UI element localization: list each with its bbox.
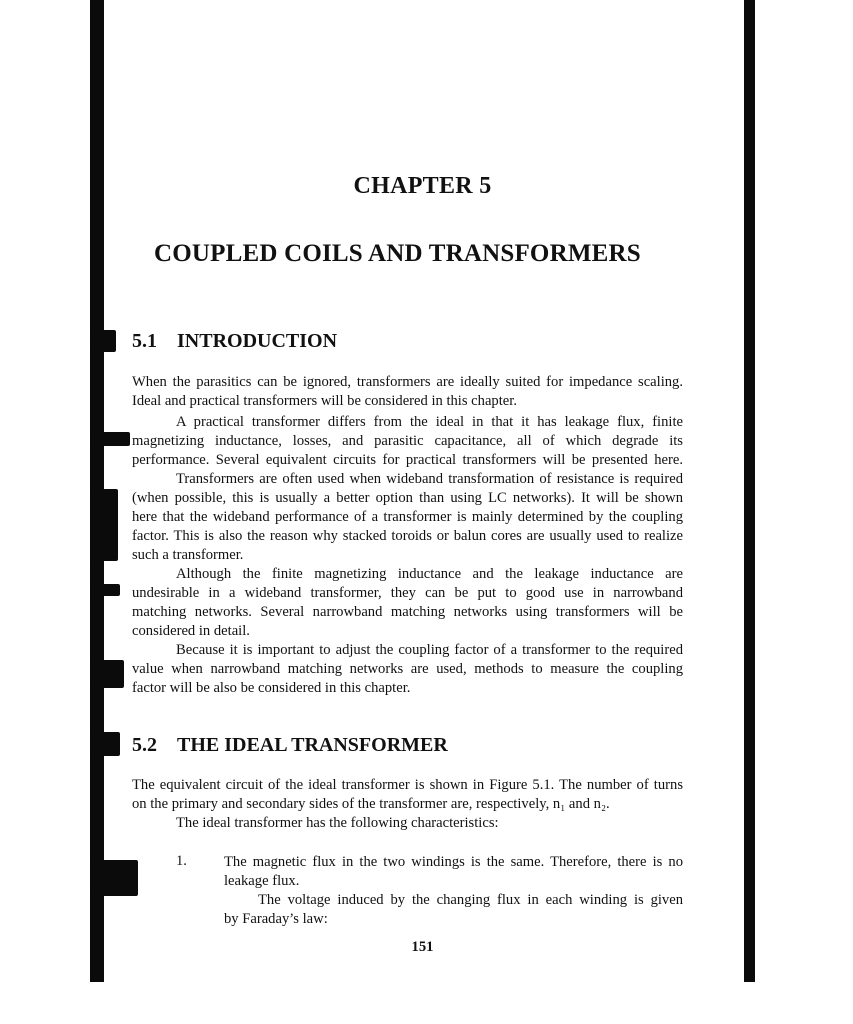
paragraph-line: considered in detail. [132, 623, 250, 639]
section-number: 5.2 [132, 734, 157, 756]
scan-blot [90, 660, 124, 688]
scan-blot [90, 489, 118, 561]
paragraph-line: undesirable in a wideband transformer, they can be put to good use in narrowband [132, 585, 683, 601]
paragraph-line: Because it is important to adjust the coupling factor of a transformer to the required [176, 642, 683, 658]
scan-blot [90, 732, 120, 756]
chapter-title: COUPLED COILS AND TRANSFORMERS [154, 240, 641, 267]
paragraph-line: The equivalent circuit of the ideal transformer is shown in Figure 5.1. The number of turns [132, 777, 683, 793]
list-item-line: The voltage induced by the changing flux in each winding is given [258, 892, 683, 908]
paragraph-line: magnetizing inductance, losses, and parasitic capacitance, all of which degrade its [132, 433, 683, 449]
paragraph-line: performance. Several equivalent circuits for practical transformers will be presented here. [132, 452, 683, 468]
list-item-number: 1. [176, 853, 187, 869]
list-item-line: leakage flux. [224, 873, 300, 889]
scan-blot [90, 330, 116, 352]
section-heading: THE IDEAL TRANSFORMER [177, 734, 448, 756]
paragraph-line: value when narrowband matching networks are used, methods to measure the coupling [132, 661, 683, 677]
paragraph-line: Transformers are often used when wideband transformation of resistance is required [176, 471, 683, 487]
list-item-line: by Faraday’s law: [224, 911, 328, 927]
paragraph-line: Ideal and practical transformers will be considered in this chapter. [132, 393, 517, 409]
paragraph-line: on the primary and secondary sides of the transformer are, respectively, n₁ and n₂. [132, 796, 610, 812]
paragraph-line: factor will be also be considered in this chapter. [132, 680, 411, 696]
list-item-line: The magnetic flux in the two windings is the same. Therefore, there is no [224, 854, 683, 870]
chapter-label: CHAPTER 5 [353, 173, 492, 199]
paragraph-line: (when possible, this is usually a better option than using LC networks). It will be shown [132, 490, 683, 506]
paragraph-line: here that the wideband performance of a transformer is mainly determined by the coupling [132, 509, 683, 525]
paragraph-line: matching networks. Several narrowband matching networks using transformers will be [132, 604, 683, 620]
paragraph-line: The ideal transformer has the following characteristics: [176, 815, 499, 831]
scan-right-edge [744, 0, 755, 982]
page-number: 151 [411, 939, 434, 955]
scanned-page [90, 0, 755, 982]
scan-blot [90, 432, 130, 446]
paragraph-line: A practical transformer differs from the ideal in that it has leakage flux, finite [176, 414, 683, 430]
section-heading: INTRODUCTION [177, 330, 338, 352]
paragraph-line: such a transformer. [132, 547, 244, 563]
scan-blot [90, 860, 138, 896]
paragraph-line: factor. This is also the reason why stacked toroids or balun cores are usually used to realize [132, 528, 683, 544]
paragraph-line: Although the finite magnetizing inductance and the leakage inductance are [176, 566, 683, 582]
scan-blot [90, 584, 120, 596]
section-number: 5.1 [132, 330, 157, 352]
paragraph-line: When the parasitics can be ignored, transformers are ideally suited for impedance scaling. [132, 374, 683, 390]
page-content [90, 0, 755, 982]
